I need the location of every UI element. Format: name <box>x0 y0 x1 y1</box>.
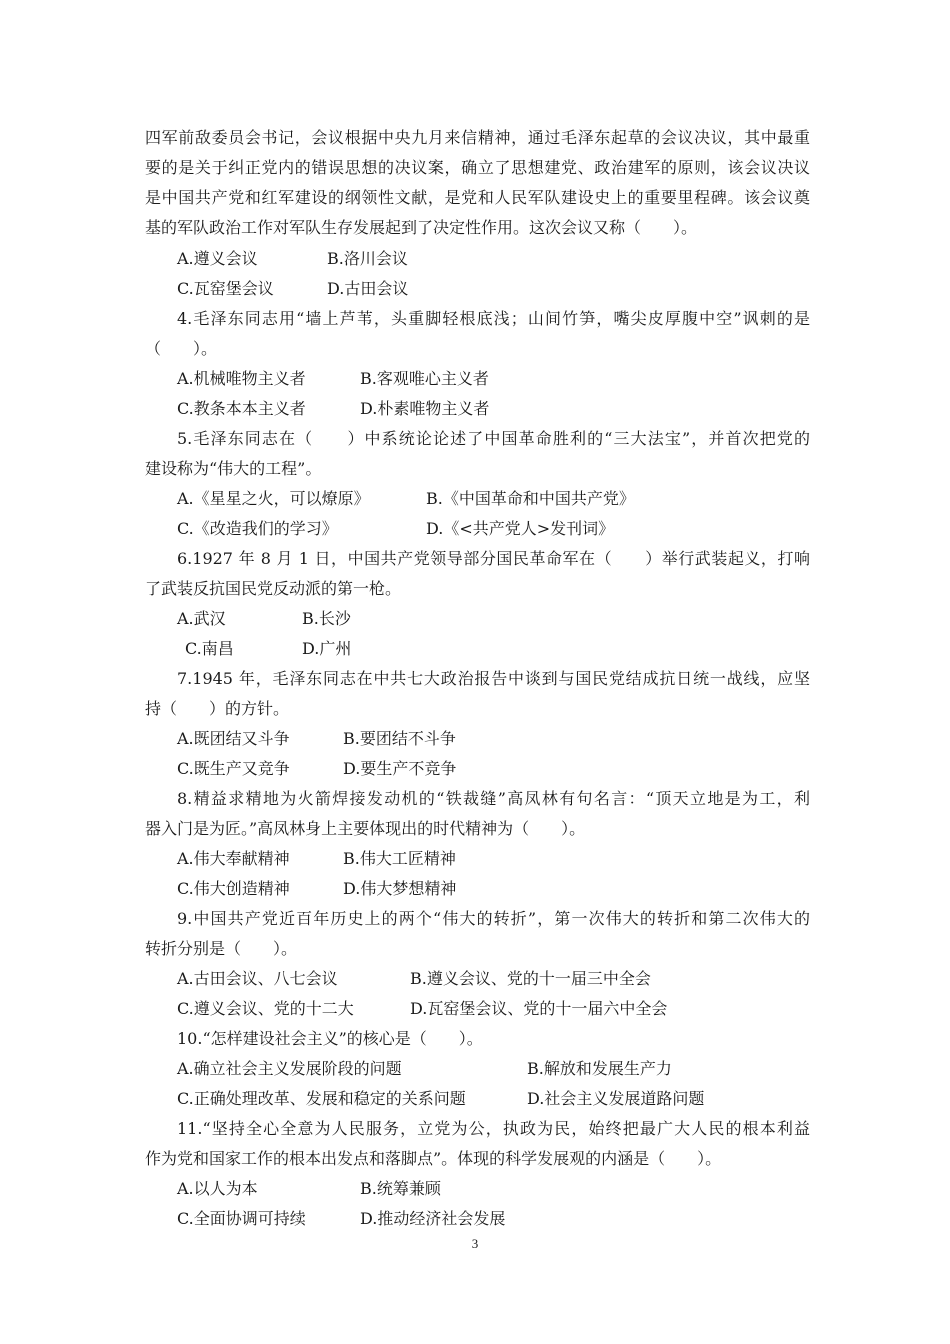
q6-option-c: C.南昌 <box>185 639 234 658</box>
q4-option-c: C.教条本本主义者 <box>177 399 306 418</box>
q3-option-a: A.遵义会议 <box>177 249 258 268</box>
q7-option-c: C.既生产又竞争 <box>177 759 290 778</box>
q3-option-b: B.洛川会议 <box>327 249 408 268</box>
q6-line-2: 了武装反抗国民党反动派的第一枪。 <box>145 579 402 598</box>
q5-option-c: C.《改造我们的学习》 <box>177 519 338 538</box>
q3-option-c: C.瓦窑堡会议 <box>177 279 274 298</box>
q5-line-1: 5.毛泽东同志在（ ）中系统论论述了中国革命胜利的“三大法宝”，并首次把党的 <box>177 429 810 448</box>
q6-option-b: B.长沙 <box>302 609 351 628</box>
q6-line-1: 6.1927 年 8 月 1 日，中国共产党领导部分国民革命军在（ ）举行武装起义，打响 <box>177 549 810 568</box>
q9-option-b: B.遵义会议、党的十一届三中全会 <box>410 969 651 988</box>
q6-option-a: A.武汉 <box>177 609 226 628</box>
q5-option-a: A.《星星之火，可以燎原》 <box>177 489 370 508</box>
q8-option-b: B.伟大工匠精神 <box>343 849 456 868</box>
q5-option-b: B.《中国革命和中国共产党》 <box>426 489 635 508</box>
q8-line-1: 8.精益求精地为火箭焊接发动机的“铁裁缝”高凤林有句名言：“顶天立地是为工，利 <box>177 789 810 808</box>
q3-line-3: 是中国共产党和红军建设的纲领性文献，是党和人民军队建设史上的重要里程碑。该会议奠 <box>145 188 810 207</box>
q7-option-a: A.既团结又斗争 <box>177 729 290 748</box>
q10-line-1: 10.“怎样建设社会主义”的核心是（ ）。 <box>177 1029 483 1048</box>
q7-option-b: B.要团结不斗争 <box>343 729 456 748</box>
q11-option-a: A.以人为本 <box>177 1179 258 1198</box>
q10-option-a: A.确立社会主义发展阶段的问题 <box>177 1059 402 1078</box>
q11-option-c: C.全面协调可持续 <box>177 1209 306 1228</box>
q10-option-b: B.解放和发展生产力 <box>527 1059 672 1078</box>
q4-option-d: D.朴素唯物主义者 <box>360 399 490 418</box>
q4-line-1: 4.毛泽东同志用“墙上芦苇，头重脚轻根底浅；山间竹笋，嘴尖皮厚腹中空”讽刺的是 <box>177 309 810 328</box>
q5-line-2: 建设称为“伟大的工程”。 <box>145 459 322 478</box>
q9-option-d: D.瓦窑堡会议、党的十一届六中全会 <box>410 999 668 1018</box>
q3-option-d: D.古田会议 <box>327 279 409 298</box>
q11-line-1: 11.“坚持全心全意为人民服务，立党为公，执政为民，始终把最广大人民的根本利益 <box>177 1119 810 1138</box>
q7-line-2: 持（ ）的方针。 <box>145 699 290 718</box>
q7-option-d: D.要生产不竞争 <box>343 759 457 778</box>
q5-option-d: D.《<共产党人>发刊词》 <box>426 519 615 538</box>
q9-line-2: 转折分别是（ ）。 <box>145 939 298 958</box>
q10-option-d: D.社会主义发展道路问题 <box>527 1089 705 1108</box>
q3-line-2: 要的是关于纠正党内的错误思想的决议案，确立了思想建党、政治建军的原则，该会议决议 <box>145 158 810 177</box>
q11-line-2: 作为党和国家工作的根本出发点和落脚点”。体现的科学发展观的内涵是（ ）。 <box>145 1149 722 1168</box>
q10-option-c: C.正确处理改革、发展和稳定的关系问题 <box>177 1089 466 1108</box>
q4-option-b: B.客观唯心主义者 <box>360 369 489 388</box>
q8-option-d: D.伟大梦想精神 <box>343 879 457 898</box>
q8-option-c: C.伟大创造精神 <box>177 879 290 898</box>
page-number: 3 <box>471 1236 479 1251</box>
q11-option-d: D.推动经济社会发展 <box>360 1209 506 1228</box>
q11-option-b: B.统筹兼顾 <box>360 1179 441 1198</box>
q3-line-1: 四军前敌委员会书记，会议根据中央九月来信精神，通过毛泽东起草的会议决议，其中最重 <box>145 128 810 147</box>
q4-line-2: （ ）。 <box>145 339 218 358</box>
q4-option-a: A.机械唯物主义者 <box>177 369 306 388</box>
q9-option-c: C.遵义会议、党的十二大 <box>177 999 354 1018</box>
q6-option-d: D.广州 <box>302 639 352 658</box>
q7-line-1: 7.1945 年，毛泽东同志在中共七大政治报告中谈到与国民党结成抗日统一战线，应坚 <box>177 669 810 688</box>
q8-line-2: 器入门是为匠。”高凤林身上主要体现出的时代精神为（ ）。 <box>145 819 586 838</box>
q9-line-1: 9.中国共产党近百年历史上的两个“伟大的转折”，第一次伟大的转折和第二次伟大的 <box>177 909 810 928</box>
q8-option-a: A.伟大奉献精神 <box>177 849 290 868</box>
q3-line-4: 基的军队政治工作对军队生存发展起到了决定性作用。这次会议又称（ ）。 <box>145 218 698 237</box>
q9-option-a: A.古田会议、八七会议 <box>177 969 338 988</box>
